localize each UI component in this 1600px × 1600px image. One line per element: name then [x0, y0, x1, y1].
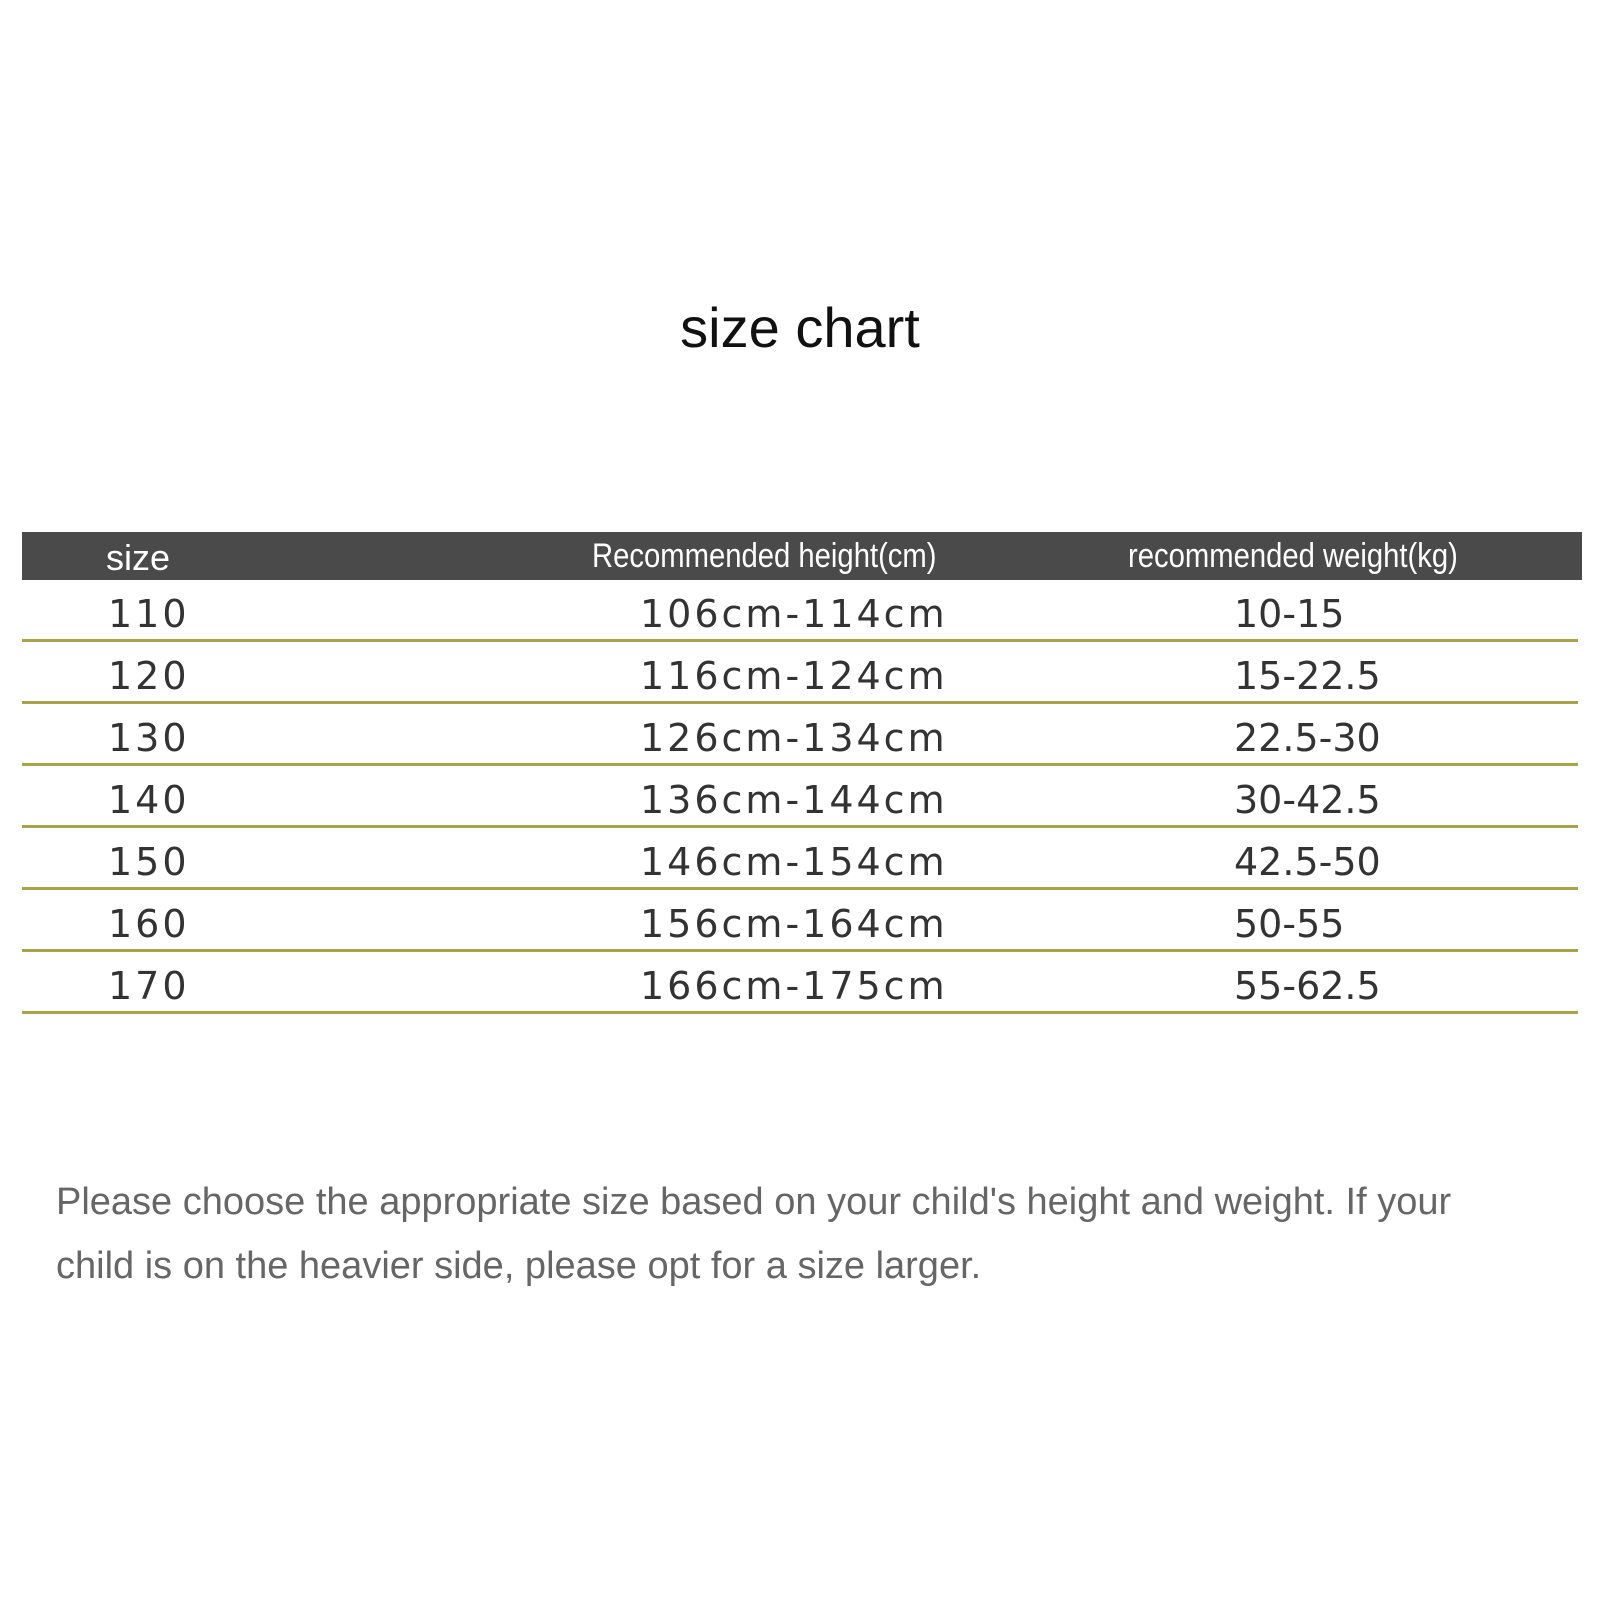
cell-weight: 22.5-30: [1234, 716, 1381, 760]
cell-height: 116cm-124cm: [640, 654, 948, 698]
page-title: size chart: [680, 296, 920, 359]
cell-size: 120: [108, 654, 190, 698]
table-header: [22, 532, 1582, 580]
header-weight: recommended weight(kg): [1128, 537, 1458, 575]
cell-size: 110: [108, 592, 190, 636]
cell-weight: 55-62.5: [1234, 964, 1381, 1008]
cell-weight: 42.5-50: [1234, 840, 1381, 884]
cell-height: 136cm-144cm: [640, 778, 948, 822]
cell-height: 106cm-114cm: [640, 592, 948, 636]
size-table: [22, 532, 1582, 1014]
cell-weight: 30-42.5: [1234, 778, 1381, 822]
header-height: Recommended height(cm): [592, 537, 937, 575]
cell-height: 166cm-175cm: [640, 964, 948, 1008]
cell-weight: 50-55: [1234, 902, 1345, 946]
cell-height: 126cm-134cm: [640, 716, 948, 760]
cell-size: 130: [108, 716, 190, 760]
cell-weight: 15-22.5: [1234, 654, 1381, 698]
cell-size: 160: [108, 902, 190, 946]
header-size: size: [106, 537, 171, 578]
cell-size: 170: [108, 964, 190, 1008]
cell-size: 150: [108, 840, 190, 884]
cell-size: 140: [108, 778, 190, 822]
table-row: [22, 952, 1578, 1014]
table-row: [22, 580, 1578, 642]
table-row: [22, 890, 1578, 952]
cell-weight: 10-15: [1234, 592, 1345, 636]
cell-height: 156cm-164cm: [640, 902, 948, 946]
cell-height: 146cm-154cm: [640, 840, 948, 884]
table-row: [22, 704, 1578, 766]
table-row: [22, 642, 1578, 704]
table-row: [22, 828, 1578, 890]
size-note: Please choose the appropriate size based on your child's height and weight. If your child is on the heavier side, please opt for a size larger.: [56, 1181, 1452, 1287]
table-row: [22, 766, 1578, 828]
